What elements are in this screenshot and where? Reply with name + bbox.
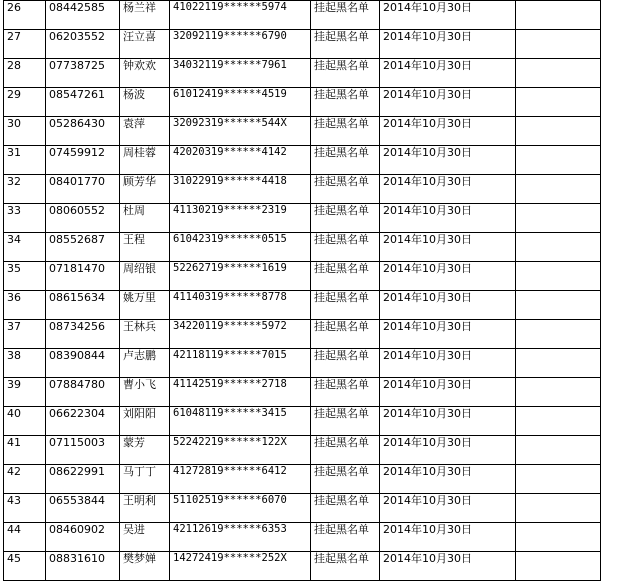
id-number-cell: 42020319******4142 xyxy=(170,146,311,175)
empty-cell xyxy=(516,204,601,233)
table-row xyxy=(4,262,601,291)
account-number-cell: 05286430 xyxy=(46,117,120,146)
id-number-cell: 52262719******1619 xyxy=(170,262,311,291)
name-cell: 王林兵 xyxy=(120,320,170,349)
empty-cell xyxy=(516,262,601,291)
name-cell: 樊梦婵 xyxy=(120,552,170,581)
id-number-cell: 61012419******4519 xyxy=(170,88,311,117)
account-number-cell: 06203552 xyxy=(46,30,120,59)
empty-cell xyxy=(516,320,601,349)
row-index-cell: 32 xyxy=(4,175,46,204)
row-index-cell: 38 xyxy=(4,349,46,378)
date-cell: 2014年10月30日 xyxy=(380,378,516,407)
date-cell: 2014年10月30日 xyxy=(380,146,516,175)
table-row xyxy=(4,233,601,262)
date-cell: 2014年10月30日 xyxy=(380,59,516,88)
table-row xyxy=(4,349,601,378)
date-cell: 2014年10月30日 xyxy=(380,204,516,233)
account-number-cell: 08460902 xyxy=(46,523,120,552)
date-cell: 2014年10月30日 xyxy=(380,30,516,59)
table-row xyxy=(4,175,601,204)
name-cell: 姚万里 xyxy=(120,291,170,320)
empty-cell xyxy=(516,88,601,117)
id-number-cell: 42112619******6353 xyxy=(170,523,311,552)
id-number-cell: 41130219******2319 xyxy=(170,204,311,233)
status-cell: 挂起黑名单 xyxy=(311,407,380,436)
empty-cell xyxy=(516,494,601,523)
name-cell: 钟欢欢 xyxy=(120,59,170,88)
row-index-cell: 39 xyxy=(4,378,46,407)
name-cell: 汪立喜 xyxy=(120,30,170,59)
row-index-cell: 42 xyxy=(4,465,46,494)
empty-cell xyxy=(516,523,601,552)
table-row xyxy=(4,59,601,88)
blacklist-table xyxy=(3,0,601,581)
status-cell: 挂起黑名单 xyxy=(311,146,380,175)
row-index-cell: 40 xyxy=(4,407,46,436)
name-cell: 杨兰祥 xyxy=(120,1,170,30)
table-row xyxy=(4,291,601,320)
date-cell: 2014年10月30日 xyxy=(380,436,516,465)
row-index-cell: 27 xyxy=(4,30,46,59)
account-number-cell: 08390844 xyxy=(46,349,120,378)
id-number-cell: 41022119******5974 xyxy=(170,1,311,30)
status-cell: 挂起黑名单 xyxy=(311,552,380,581)
status-cell: 挂起黑名单 xyxy=(311,175,380,204)
date-cell: 2014年10月30日 xyxy=(380,262,516,291)
row-index-cell: 41 xyxy=(4,436,46,465)
status-cell: 挂起黑名单 xyxy=(311,291,380,320)
row-index-cell: 26 xyxy=(4,1,46,30)
status-cell: 挂起黑名单 xyxy=(311,262,380,291)
empty-cell xyxy=(516,30,601,59)
account-number-cell: 08734256 xyxy=(46,320,120,349)
id-number-cell: 61042319******0515 xyxy=(170,233,311,262)
id-number-cell: 31022919******4418 xyxy=(170,175,311,204)
table-row xyxy=(4,378,601,407)
name-cell: 袁萍 xyxy=(120,117,170,146)
account-number-cell: 07738725 xyxy=(46,59,120,88)
date-cell: 2014年10月30日 xyxy=(380,523,516,552)
table-row xyxy=(4,1,601,30)
empty-cell xyxy=(516,407,601,436)
row-index-cell: 37 xyxy=(4,320,46,349)
table-row xyxy=(4,320,601,349)
name-cell: 曹小飞 xyxy=(120,378,170,407)
empty-cell xyxy=(516,175,601,204)
row-index-cell: 28 xyxy=(4,59,46,88)
table-row xyxy=(4,204,601,233)
row-index-cell: 30 xyxy=(4,117,46,146)
empty-cell xyxy=(516,117,601,146)
status-cell: 挂起黑名单 xyxy=(311,465,380,494)
table-row xyxy=(4,523,601,552)
status-cell: 挂起黑名单 xyxy=(311,523,380,552)
status-cell: 挂起黑名单 xyxy=(311,1,380,30)
status-cell: 挂起黑名单 xyxy=(311,320,380,349)
name-cell: 卢志鹏 xyxy=(120,349,170,378)
id-number-cell: 41142519******2718 xyxy=(170,378,311,407)
name-cell: 杨波 xyxy=(120,88,170,117)
id-number-cell: 51102519******6070 xyxy=(170,494,311,523)
row-index-cell: 36 xyxy=(4,291,46,320)
id-number-cell: 61048119******3415 xyxy=(170,407,311,436)
date-cell: 2014年10月30日 xyxy=(380,494,516,523)
date-cell: 2014年10月30日 xyxy=(380,175,516,204)
account-number-cell: 08552687 xyxy=(46,233,120,262)
row-index-cell: 31 xyxy=(4,146,46,175)
account-number-cell: 08615634 xyxy=(46,291,120,320)
name-cell: 周桂蓉 xyxy=(120,146,170,175)
account-number-cell: 07115003 xyxy=(46,436,120,465)
status-cell: 挂起黑名单 xyxy=(311,233,380,262)
status-cell: 挂起黑名单 xyxy=(311,378,380,407)
status-cell: 挂起黑名单 xyxy=(311,30,380,59)
row-index-cell: 44 xyxy=(4,523,46,552)
table-row xyxy=(4,146,601,175)
empty-cell xyxy=(516,291,601,320)
status-cell: 挂起黑名单 xyxy=(311,494,380,523)
table-row xyxy=(4,117,601,146)
empty-cell xyxy=(516,1,601,30)
name-cell: 周绍银 xyxy=(120,262,170,291)
account-number-cell: 08442585 xyxy=(46,1,120,30)
name-cell: 马丁丁 xyxy=(120,465,170,494)
date-cell: 2014年10月30日 xyxy=(380,117,516,146)
date-cell: 2014年10月30日 xyxy=(380,552,516,581)
account-number-cell: 08401770 xyxy=(46,175,120,204)
row-index-cell: 43 xyxy=(4,494,46,523)
id-number-cell: 14272419******252X xyxy=(170,552,311,581)
name-cell: 蒙芳 xyxy=(120,436,170,465)
status-cell: 挂起黑名单 xyxy=(311,436,380,465)
empty-cell xyxy=(516,233,601,262)
id-number-cell: 32092319******544X xyxy=(170,117,311,146)
table-row xyxy=(4,407,601,436)
table-body xyxy=(4,1,601,581)
name-cell: 吴进 xyxy=(120,523,170,552)
table-row xyxy=(4,552,601,581)
status-cell: 挂起黑名单 xyxy=(311,349,380,378)
name-cell: 王程 xyxy=(120,233,170,262)
id-number-cell: 34032119******7961 xyxy=(170,59,311,88)
date-cell: 2014年10月30日 xyxy=(380,320,516,349)
empty-cell xyxy=(516,378,601,407)
date-cell: 2014年10月30日 xyxy=(380,233,516,262)
table-row xyxy=(4,465,601,494)
table-row xyxy=(4,88,601,117)
row-index-cell: 34 xyxy=(4,233,46,262)
id-number-cell: 41272819******6412 xyxy=(170,465,311,494)
account-number-cell: 07181470 xyxy=(46,262,120,291)
name-cell: 刘阳阳 xyxy=(120,407,170,436)
id-number-cell: 52242219******122X xyxy=(170,436,311,465)
status-cell: 挂起黑名单 xyxy=(311,204,380,233)
date-cell: 2014年10月30日 xyxy=(380,349,516,378)
account-number-cell: 08060552 xyxy=(46,204,120,233)
id-number-cell: 32092119******6790 xyxy=(170,30,311,59)
status-cell: 挂起黑名单 xyxy=(311,117,380,146)
account-number-cell: 08831610 xyxy=(46,552,120,581)
row-index-cell: 33 xyxy=(4,204,46,233)
name-cell: 杜周 xyxy=(120,204,170,233)
name-cell: 顾芳华 xyxy=(120,175,170,204)
row-index-cell: 29 xyxy=(4,88,46,117)
empty-cell xyxy=(516,436,601,465)
date-cell: 2014年10月30日 xyxy=(380,407,516,436)
empty-cell xyxy=(516,59,601,88)
table-row xyxy=(4,494,601,523)
table-row xyxy=(4,436,601,465)
id-number-cell: 41140319******8778 xyxy=(170,291,311,320)
status-cell: 挂起黑名单 xyxy=(311,59,380,88)
name-cell: 王明利 xyxy=(120,494,170,523)
row-index-cell: 45 xyxy=(4,552,46,581)
date-cell: 2014年10月30日 xyxy=(380,1,516,30)
account-number-cell: 06622304 xyxy=(46,407,120,436)
id-number-cell: 34220119******5972 xyxy=(170,320,311,349)
account-number-cell: 08622991 xyxy=(46,465,120,494)
date-cell: 2014年10月30日 xyxy=(380,88,516,117)
empty-cell xyxy=(516,465,601,494)
empty-cell xyxy=(516,349,601,378)
empty-cell xyxy=(516,552,601,581)
account-number-cell: 08547261 xyxy=(46,88,120,117)
account-number-cell: 07884780 xyxy=(46,378,120,407)
status-cell: 挂起黑名单 xyxy=(311,88,380,117)
empty-cell xyxy=(516,146,601,175)
row-index-cell: 35 xyxy=(4,262,46,291)
account-number-cell: 06553844 xyxy=(46,494,120,523)
date-cell: 2014年10月30日 xyxy=(380,291,516,320)
id-number-cell: 42118119******7015 xyxy=(170,349,311,378)
table-row xyxy=(4,30,601,59)
date-cell: 2014年10月30日 xyxy=(380,465,516,494)
account-number-cell: 07459912 xyxy=(46,146,120,175)
